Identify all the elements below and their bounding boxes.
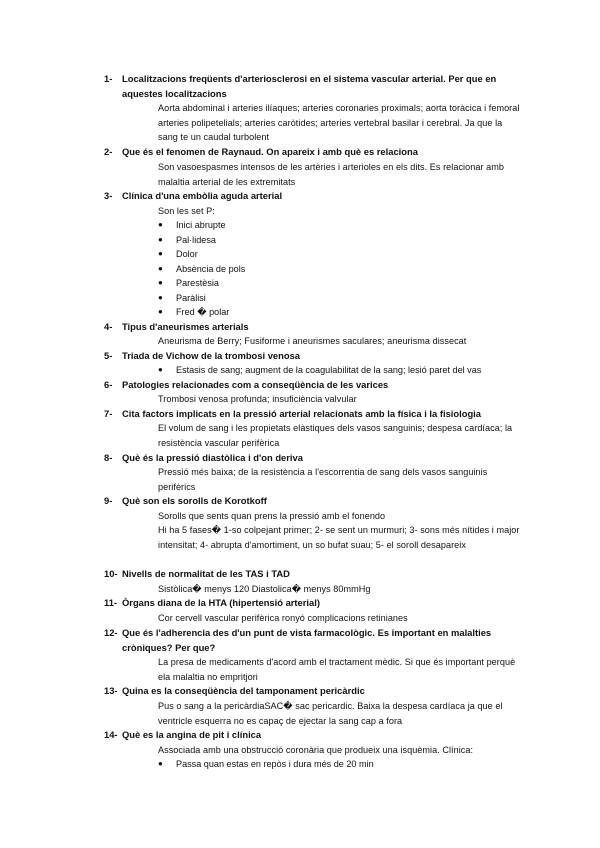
question-text: Quina es la conseqüència del tamponament pericàrdic xyxy=(122,685,365,696)
bullet-icon: ● xyxy=(158,264,163,273)
question-5 xyxy=(104,349,524,364)
question-text: Què és la pressió diastòlica i d'on deriva xyxy=(122,452,303,463)
question-number: 11- xyxy=(104,597,118,608)
list-item: ● Passa quan estas en repòs i dura més de 20 min xyxy=(158,757,524,772)
question-12 xyxy=(104,626,524,655)
question-text: Què son els sorolls de Korotkoff xyxy=(122,495,267,506)
question-10 xyxy=(104,567,524,582)
question-number: 10- xyxy=(104,568,118,579)
answer-9-line-1: Sorolls que sents quan prens la pressió amb el fonendo xyxy=(158,511,386,521)
answer-14-intro: Associada amb una obstrucció coronària que produeix una isquèmia. Clínica: xyxy=(158,745,474,755)
answer-10: Sistòlica� menys 120 Diastolica� menys 80mmHg xyxy=(158,584,371,594)
question-7 xyxy=(104,407,524,422)
answer-1: Aorta abdominal i arteries ilíaques; arteries coronaries proximals; aorta toràcica i femoral arteries polipetelials; arteries caròtides; arteries vertebral basilar i cerebral. Ja que la sang te un caudal turbolent xyxy=(158,103,520,142)
question-13 xyxy=(104,684,524,699)
question-number: 9- xyxy=(104,495,113,506)
question-number: 5- xyxy=(104,350,113,361)
question-text: Patologies relacionades com a conseqüència de les varices xyxy=(122,379,389,390)
question-number: 6- xyxy=(104,379,113,390)
bullet-icon: ● xyxy=(158,365,163,374)
bullet-icon: ● xyxy=(158,293,163,302)
question-text: Que és l'adherencia des d'un punt de vista farmacològic. Es important en malalties cròniques? Per que? xyxy=(122,627,492,653)
question-14 xyxy=(104,728,524,743)
list-item: ● Pal·lidesa xyxy=(158,233,524,248)
question-9 xyxy=(104,494,524,509)
question-text: Tipus d'aneurismes arterials xyxy=(122,321,249,332)
question-text: Que és el fenomen de Raynaud. On apareix i amb què es relaciona xyxy=(122,146,418,157)
list-item: ● Fred � polar xyxy=(158,305,524,320)
question-number: 7- xyxy=(104,408,113,419)
question-text: Localitzacions freqüents d'arteriosclerosi en el sistema vascular arterial. Per que en aquestes localitzacions xyxy=(122,73,497,99)
question-number: 14- xyxy=(104,729,118,740)
bullet-icon: ● xyxy=(158,220,163,229)
question-text: Cita factors implicats en la pressió arterial relacionats amb la física i la fisiologia xyxy=(122,408,481,419)
answer-7: El volum de sang i les propietats elàstiques dels vasos sanguinis; despesa cardíaca; la resistència vascular perifèrica xyxy=(158,423,513,448)
question-number: 3- xyxy=(104,190,113,201)
question-6 xyxy=(104,378,524,393)
question-number: 4- xyxy=(104,321,113,332)
answer-6: Trombosi venosa profunda; insuficiència valvular xyxy=(158,394,357,404)
answer-3-intro: Son les set P: xyxy=(158,206,215,216)
answer-11: Cor cervell vascular perifèrica ronyó complicacions retinianes xyxy=(158,613,408,623)
answer-9-line-2: Hi ha 5 fases� 1-so colpejant primer; 2- se sent un murmuri; 3- sons més nítides i major intensitat; 4- abrupta d'amortiment, un so bufat suau; 5- el soroll desapareix xyxy=(158,525,520,550)
question-text: Què es la angina de pit i clínica xyxy=(122,729,262,740)
answer-4: Aneurisma de Berry; Fusiforme i aneurismes saculares; aneurisma dissecat xyxy=(158,336,467,346)
question-4 xyxy=(104,320,524,335)
bullet-icon: ● xyxy=(158,278,163,287)
question-1 xyxy=(104,72,524,101)
question-11 xyxy=(104,596,524,611)
list-item: ● Absència de pols xyxy=(158,262,524,277)
question-8 xyxy=(104,451,524,466)
question-number: 12- xyxy=(104,627,118,638)
question-text: Òrgans diana de la HTA (hipertensió arterial) xyxy=(122,597,320,608)
list-item: ● Paràlisi xyxy=(158,291,524,306)
answer-2: Son vasoespasmes intensos de les artèries i arterioles en els dits. Es relacionar amb malaltia arterial de les extremitats xyxy=(158,162,504,187)
answer-13: Pus o sang a la pericàrdiaSAC� sac pericardic. Baixa la despesa cardíaca ja que el ventricle esquerra no es capaç de ejectar la sang cap a fora xyxy=(158,701,503,726)
list-item: ● Dolor xyxy=(158,247,524,262)
bullet-icon: ● xyxy=(158,235,163,244)
question-number: 8- xyxy=(104,452,113,463)
list-item: ● Inici abrupte xyxy=(158,218,524,233)
question-number: 1- xyxy=(104,73,113,84)
bullet-icon: ● xyxy=(158,307,163,316)
bullet-icon: ● xyxy=(158,759,163,768)
answer-12: La presa de medicaments d'acord amb el tractament mèdic. Si que és important perquè ela malaltia no empritjori xyxy=(158,657,516,682)
question-number: 13- xyxy=(104,685,118,696)
question-3 xyxy=(104,189,524,204)
question-text: Triada de Vichow de la trombosi venosa xyxy=(122,350,301,361)
bullet-icon: ● xyxy=(158,249,163,258)
question-2 xyxy=(104,145,524,160)
list-item: ● Parestèsia xyxy=(158,276,524,291)
answer-8: Pressió més baixa; de la resistència a l'escorrentia de sang dels vasos sanguinis perifèrics xyxy=(158,467,488,492)
question-text: Clínica d'una embòlia aguda arterial xyxy=(122,190,283,201)
list-item: ● Estasis de sang; augment de la coagulabilitat de la sang; lesió paret del vas xyxy=(158,363,524,378)
question-number: 2- xyxy=(104,146,113,157)
question-text: Nivells de normalitat de les TAS i TAD xyxy=(122,568,290,579)
